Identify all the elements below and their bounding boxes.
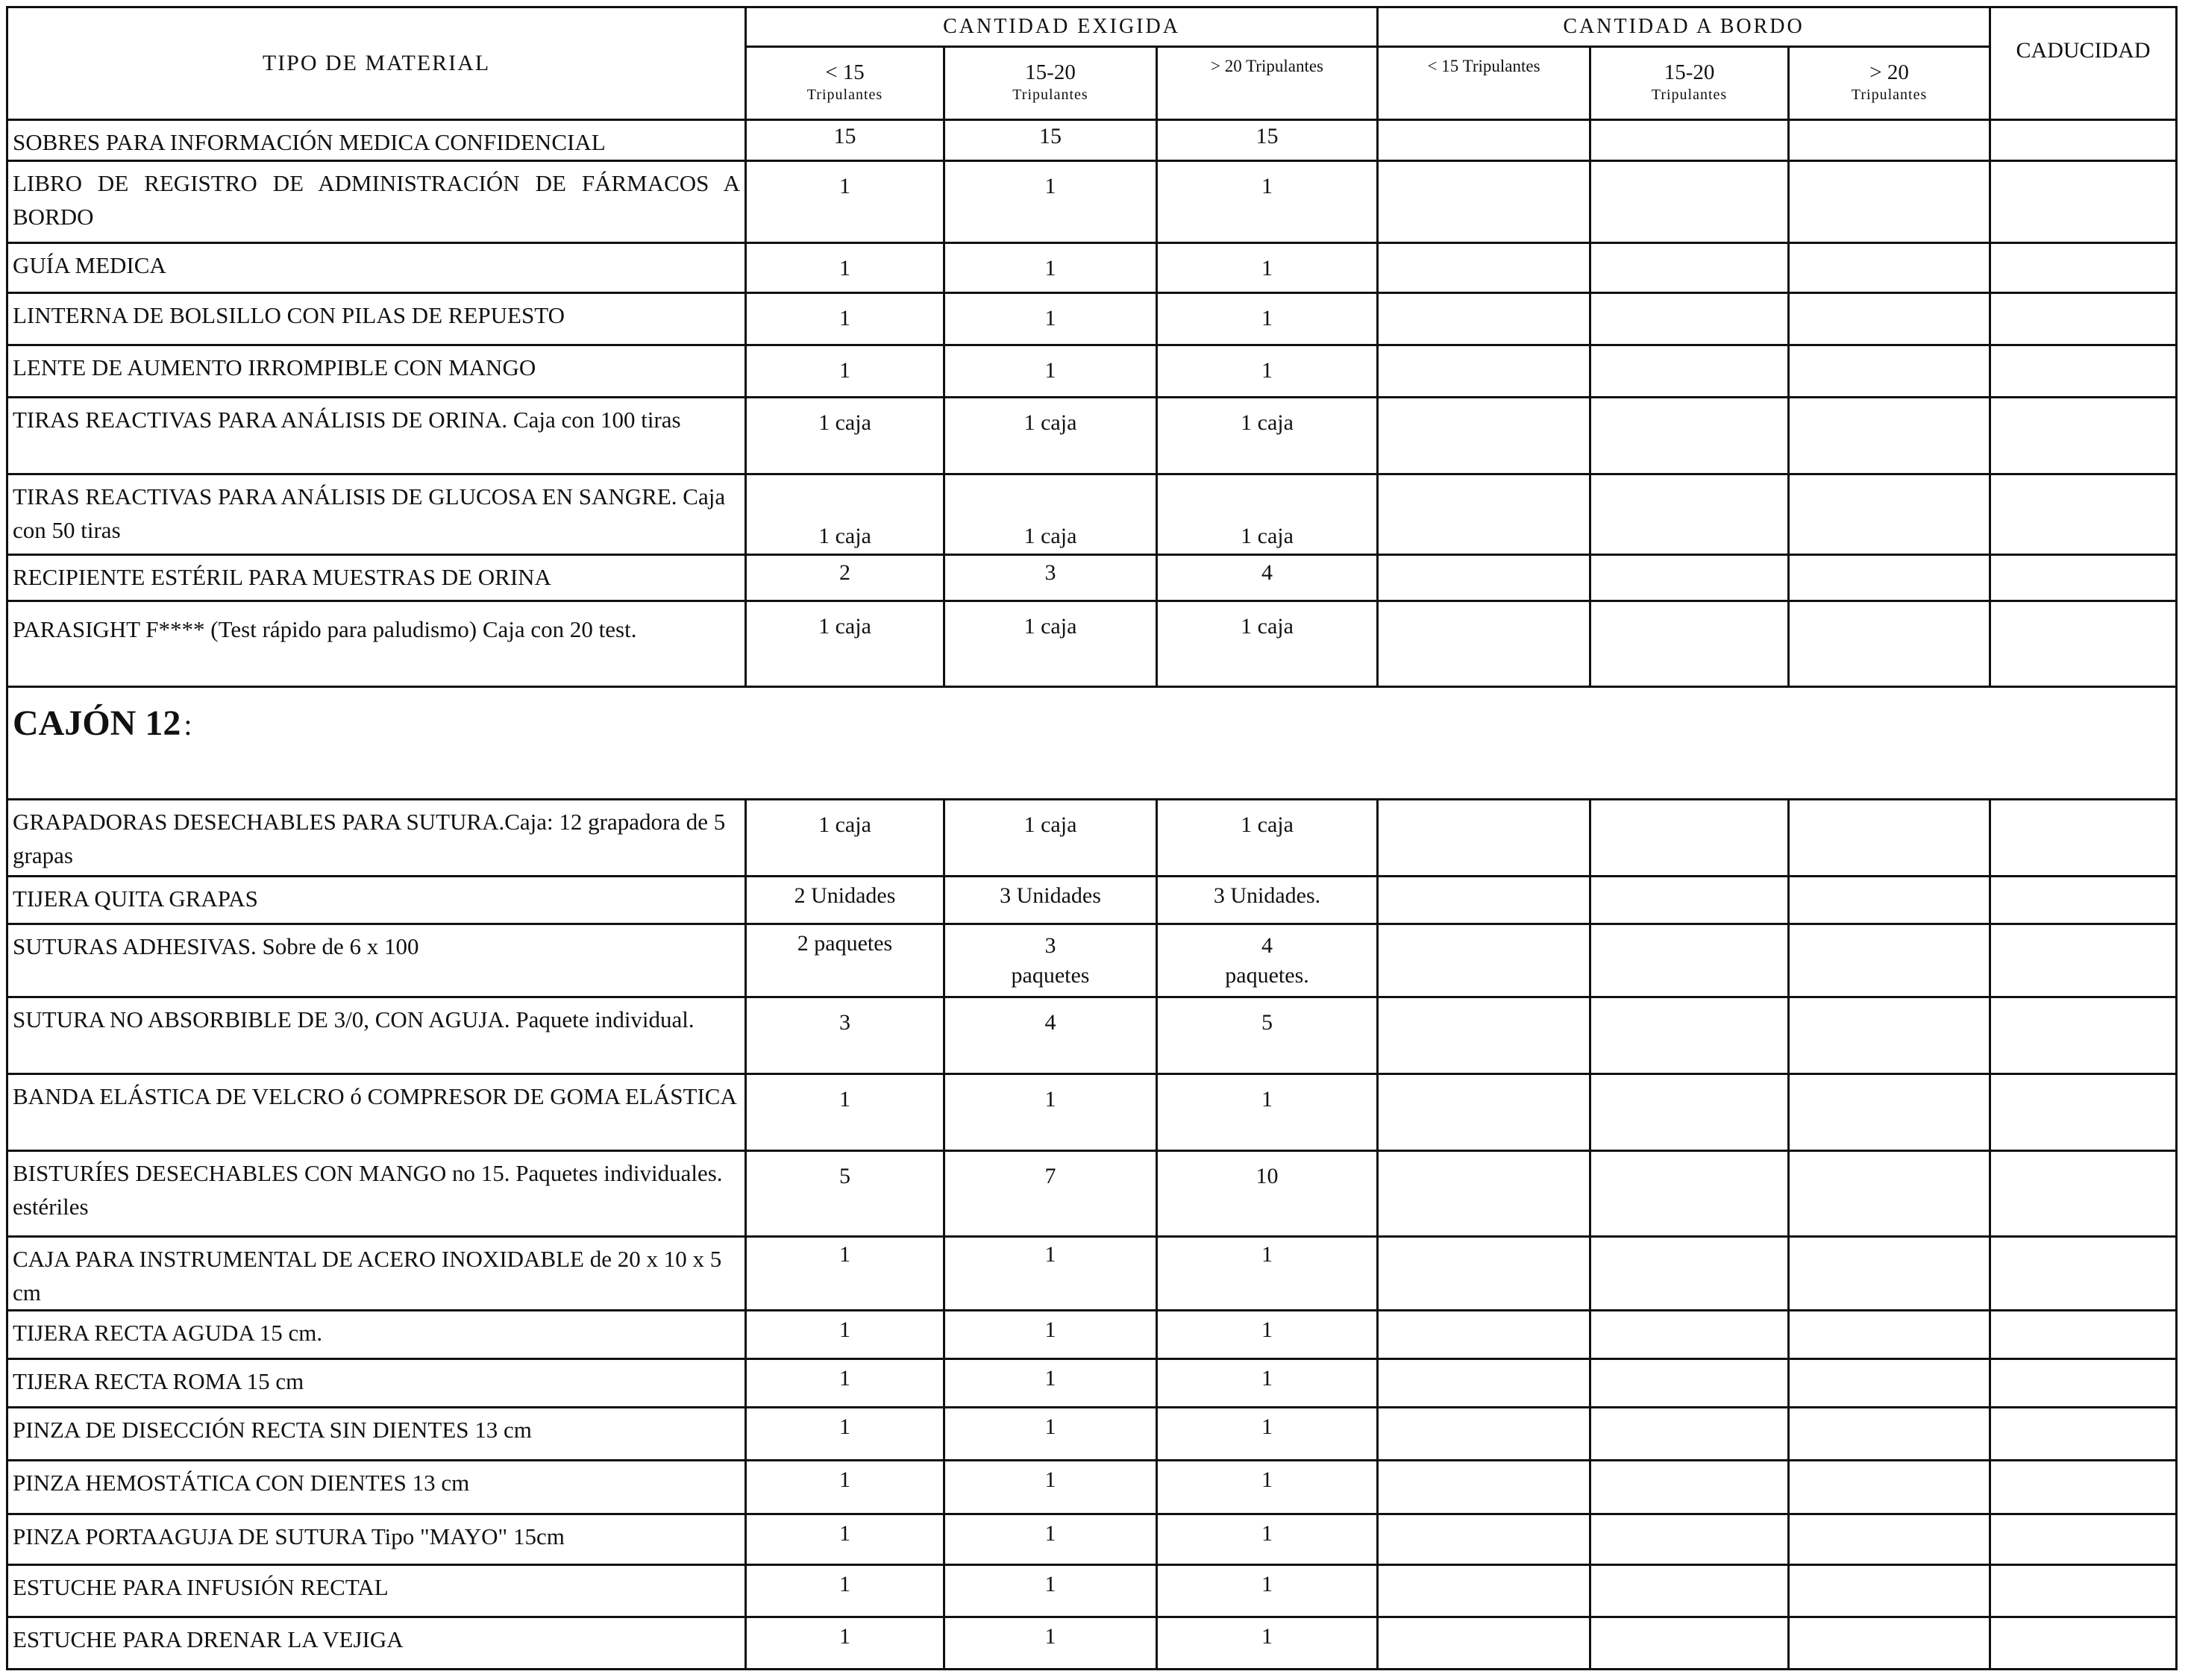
material-name: ESTUCHE PARA INFUSIÓN RECTAL <box>7 1565 746 1617</box>
required-15-20: 1 <box>944 1359 1157 1408</box>
required-lt15: 2 paquetes <box>746 924 944 997</box>
onboard-gt20-cell[interactable] <box>1789 1151 1990 1237</box>
onboard-gt20-cell[interactable] <box>1789 800 1990 877</box>
onboard-gt20-cell[interactable] <box>1789 474 1990 555</box>
required-15-20 <box>944 924 1157 997</box>
expiry-cell[interactable] <box>1990 1461 2177 1514</box>
onboard-gt20-cell[interactable] <box>1789 1237 1990 1311</box>
required-gt20: 1 <box>1157 1617 1378 1670</box>
required-15-20: 1 caja <box>944 474 1157 555</box>
required-15-20: 1 <box>944 1074 1157 1151</box>
onboard-gt20-cell[interactable] <box>1789 877 1990 924</box>
onboard-lt15-cell[interactable] <box>1378 1237 1590 1311</box>
material-name: RECIPIENTE ESTÉRIL PARA MUESTRAS DE ORINA <box>7 555 746 601</box>
required-gt20: 1 <box>1157 1359 1378 1408</box>
onboard-lt15-cell[interactable] <box>1378 1565 1590 1617</box>
material-name: SOBRES PARA INFORMACIÓN MEDICA CONFIDENCIAL <box>7 120 746 161</box>
material-name: BANDA ELÁSTICA DE VELCRO ó COMPRESOR DE GOMA ELÁSTICA <box>7 1074 746 1151</box>
onboard-gt20-cell[interactable] <box>1789 293 1990 345</box>
required-gt20: 1 <box>1157 1514 1378 1565</box>
expiry-cell[interactable] <box>1990 800 2177 877</box>
onboard-15-20-cell[interactable] <box>1590 1408 1789 1461</box>
material-table <box>6 6 2178 1670</box>
material-name: TIJERA QUITA GRAPAS <box>7 877 746 924</box>
table-row <box>7 877 2177 924</box>
header-required-gt20: > 20 Tripulantes <box>1157 47 1378 120</box>
onboard-lt15-cell[interactable] <box>1378 1514 1590 1565</box>
onboard-lt15-cell[interactable] <box>1378 345 1590 398</box>
table-row <box>7 243 2177 293</box>
required-gt20: 1 <box>1157 345 1378 398</box>
required-15-20: 1 <box>944 243 1157 293</box>
onboard-lt15-cell[interactable] <box>1378 1617 1590 1670</box>
required-15-20: 7 <box>944 1151 1157 1237</box>
required-gt20: 1 <box>1157 161 1378 243</box>
required-lt15: 1 <box>746 161 944 243</box>
expiry-cell[interactable] <box>1990 877 2177 924</box>
onboard-15-20-cell[interactable] <box>1590 1237 1789 1311</box>
required-gt20: 1 caja <box>1157 800 1378 877</box>
required-lt15: 1 caja <box>746 474 944 555</box>
table-row <box>7 1359 2177 1408</box>
header-required-quantity: CANTIDAD EXIGIDA <box>746 7 1378 47</box>
expiry-cell[interactable] <box>1990 1565 2177 1617</box>
onboard-15-20-cell[interactable] <box>1590 120 1789 161</box>
required-gt20: 1 <box>1157 1311 1378 1359</box>
onboard-lt15-cell[interactable] <box>1378 924 1590 997</box>
onboard-lt15-cell[interactable] <box>1378 877 1590 924</box>
material-name: SUTURA NO ABSORBIBLE DE 3/0, CON AGUJA. Paquete individual. <box>7 997 746 1074</box>
material-name: CAJA PARA INSTRUMENTAL DE ACERO INOXIDABLE de 20 x 10 x 5 cm <box>7 1237 746 1311</box>
table-row <box>7 1237 2177 1311</box>
onboard-gt20-cell[interactable] <box>1789 1514 1990 1565</box>
expiry-cell[interactable] <box>1990 1359 2177 1408</box>
material-name: SUTURAS ADHESIVAS. Sobre de 6 x 100 <box>7 924 746 997</box>
table-row <box>7 1565 2177 1617</box>
required-gt20: 1 caja <box>1157 474 1378 555</box>
required-15-20: 15 <box>944 120 1157 161</box>
expiry-cell[interactable] <box>1990 120 2177 161</box>
required-gt20: 1 <box>1157 293 1378 345</box>
onboard-lt15-cell[interactable] <box>1378 293 1590 345</box>
required-gt20-unit: paquetes. <box>1225 963 1309 988</box>
required-lt15: 1 <box>746 1514 944 1565</box>
table-row <box>7 601 2177 687</box>
expiry-cell[interactable] <box>1990 601 2177 687</box>
table-row <box>7 1514 2177 1565</box>
required-15-20: 3 Unidades <box>944 877 1157 924</box>
onboard-lt15-cell[interactable] <box>1378 161 1590 243</box>
material-name: LIBRO DE REGISTRO DE ADMINISTRACIÓN DE FÁRMACOS A BORDO <box>7 161 746 243</box>
expiry-cell[interactable] <box>1990 474 2177 555</box>
onboard-gt20-cell[interactable] <box>1789 120 1990 161</box>
required-15-20: 4 <box>944 997 1157 1074</box>
material-name: PINZA PORTAAGUJA DE SUTURA Tipo "MAYO" 15cm <box>7 1514 746 1565</box>
onboard-lt15-cell[interactable] <box>1378 601 1590 687</box>
material-name: LINTERNA DE BOLSILLO CON PILAS DE REPUESTO <box>7 293 746 345</box>
onboard-lt15-cell[interactable] <box>1378 1311 1590 1359</box>
onboard-15-20-cell[interactable] <box>1590 1565 1789 1617</box>
required-gt20: 10 <box>1157 1151 1378 1237</box>
header-expiry: CADUCIDAD <box>1990 7 2177 120</box>
table-row <box>7 1151 2177 1237</box>
required-gt20: 5 <box>1157 997 1378 1074</box>
onboard-lt15-cell[interactable] <box>1378 800 1590 877</box>
expiry-cell[interactable] <box>1990 924 2177 997</box>
required-gt20: 1 <box>1157 243 1378 293</box>
expiry-cell[interactable] <box>1990 243 2177 293</box>
onboard-gt20-cell[interactable] <box>1789 1311 1990 1359</box>
onboard-gt20-cell[interactable] <box>1789 398 1990 474</box>
onboard-15-20-cell[interactable] <box>1590 924 1789 997</box>
onboard-gt20-cell[interactable] <box>1789 1359 1990 1408</box>
onboard-15-20-cell[interactable] <box>1590 1074 1789 1151</box>
required-lt15: 1 caja <box>746 601 944 687</box>
onboard-lt15-cell[interactable] <box>1378 1408 1590 1461</box>
header-material: TIPO DE MATERIAL <box>7 7 746 120</box>
onboard-15-20-cell[interactable] <box>1590 345 1789 398</box>
required-15-20: 1 <box>944 1461 1157 1514</box>
onboard-15-20-cell[interactable] <box>1590 243 1789 293</box>
onboard-15-20-cell[interactable] <box>1590 1359 1789 1408</box>
table-row <box>7 1408 2177 1461</box>
table-row <box>7 1617 2177 1670</box>
required-gt20: 1 <box>1157 1565 1378 1617</box>
required-gt20-value: 4 <box>1261 933 1273 958</box>
onboard-gt20-cell[interactable] <box>1789 1408 1990 1461</box>
expiry-cell[interactable] <box>1990 1074 2177 1151</box>
required-gt20: 3 Unidades. <box>1157 877 1378 924</box>
required-lt15: 1 <box>746 1617 944 1670</box>
table-row <box>7 555 2177 601</box>
onboard-lt15-cell[interactable] <box>1378 120 1590 161</box>
header-onboard-quantity: CANTIDAD A BORDO <box>1378 7 1990 47</box>
required-gt20: 1 <box>1157 1074 1378 1151</box>
required-lt15: 1 <box>746 1237 944 1311</box>
required-lt15: 2 Unidades <box>746 877 944 924</box>
header-required-15-20: 15-20 Tripulantes <box>944 47 1157 120</box>
onboard-lt15-cell[interactable] <box>1378 1151 1590 1237</box>
required-lt15: 1 caja <box>746 800 944 877</box>
onboard-gt20-cell[interactable] <box>1789 161 1990 243</box>
header-onboard-lt15: < 15 Tripulantes <box>1378 47 1590 120</box>
table-row <box>7 293 2177 345</box>
onboard-gt20-cell[interactable] <box>1789 1617 1990 1670</box>
onboard-lt15-cell[interactable] <box>1378 1359 1590 1408</box>
required-15-20: 1 caja <box>944 800 1157 877</box>
onboard-lt15-cell[interactable] <box>1378 1074 1590 1151</box>
required-lt15: 1 <box>746 243 944 293</box>
required-15-20: 1 <box>944 1514 1157 1565</box>
table-row <box>7 474 2177 555</box>
required-gt20: 1 <box>1157 1461 1378 1514</box>
material-name: GUÍA MEDICA <box>7 243 746 293</box>
material-name: PINZA DE DISECCIÓN RECTA SIN DIENTES 13 cm <box>7 1408 746 1461</box>
required-15-20: 1 caja <box>944 601 1157 687</box>
required-15-20: 1 <box>944 1311 1157 1359</box>
section-heading <box>7 687 2177 800</box>
material-name: TIJERA RECTA ROMA 15 cm <box>7 1359 746 1408</box>
required-lt15: 1 <box>746 1359 944 1408</box>
onboard-15-20-cell[interactable] <box>1590 474 1789 555</box>
onboard-gt20-cell[interactable] <box>1789 1461 1990 1514</box>
onboard-lt15-cell[interactable] <box>1378 555 1590 601</box>
table-row <box>7 1461 2177 1514</box>
onboard-15-20-cell[interactable] <box>1590 877 1789 924</box>
onboard-gt20-cell[interactable] <box>1789 924 1990 997</box>
required-lt15: 1 <box>746 1074 944 1151</box>
onboard-15-20-cell[interactable] <box>1590 800 1789 877</box>
expiry-cell[interactable] <box>1990 555 2177 601</box>
material-name: PARASIGHT F**** (Test rápido para paludismo) Caja con 20 test. <box>7 601 746 687</box>
onboard-15-20-cell[interactable] <box>1590 997 1789 1074</box>
inventory-sheet <box>6 6 2175 1676</box>
section-row <box>7 687 2177 800</box>
onboard-15-20-cell[interactable] <box>1590 601 1789 687</box>
onboard-15-20-cell[interactable] <box>1590 293 1789 345</box>
material-name: TIRAS REACTIVAS PARA ANÁLISIS DE GLUCOSA EN SANGRE. Caja con 50 tiras <box>7 474 746 555</box>
required-lt15: 2 <box>746 555 944 601</box>
required-15-20: 3 <box>944 555 1157 601</box>
header-required-lt15: < 15 Tripulantes <box>746 47 944 120</box>
expiry-cell[interactable] <box>1990 1151 2177 1237</box>
required-15-20: 1 <box>944 345 1157 398</box>
table-row <box>7 800 2177 877</box>
onboard-15-20-cell[interactable] <box>1590 555 1789 601</box>
required-lt15: 1 <box>746 1565 944 1617</box>
material-name: BISTURÍES DESECHABLES CON MANGO no 15. Paquetes individuales. estériles <box>7 1151 746 1237</box>
required-15-20: 1 caja <box>944 398 1157 474</box>
required-lt15: 1 <box>746 1461 944 1514</box>
required-15-20: 1 <box>944 1617 1157 1670</box>
table-row <box>7 1074 2177 1151</box>
table-row <box>7 345 2177 398</box>
required-lt15: 1 <box>746 1311 944 1359</box>
table-row <box>7 161 2177 243</box>
required-lt15: 1 <box>746 345 944 398</box>
required-lt15: 1 <box>746 293 944 345</box>
required-gt20 <box>1157 924 1378 997</box>
required-15-20: 1 <box>944 1237 1157 1311</box>
onboard-lt15-cell[interactable] <box>1378 474 1590 555</box>
expiry-cell[interactable] <box>1990 398 2177 474</box>
section-title: CAJÓN 12 <box>13 703 181 743</box>
expiry-cell[interactable] <box>1990 161 2177 243</box>
onboard-15-20-cell[interactable] <box>1590 161 1789 243</box>
required-lt15: 15 <box>746 120 944 161</box>
onboard-lt15-cell[interactable] <box>1378 1461 1590 1514</box>
onboard-15-20-cell[interactable] <box>1590 1151 1789 1237</box>
expiry-cell[interactable] <box>1990 293 2177 345</box>
required-15-20: 1 <box>944 1408 1157 1461</box>
expiry-cell[interactable] <box>1990 997 2177 1074</box>
material-name: GRAPADORAS DESECHABLES PARA SUTURA.Caja: 12 grapadora de 5 grapas <box>7 800 746 877</box>
material-name: LENTE DE AUMENTO IRROMPIBLE CON MANGO <box>7 345 746 398</box>
required-15-20: 1 <box>944 1565 1157 1617</box>
section-colon: : <box>184 708 192 742</box>
expiry-cell[interactable] <box>1990 1617 2177 1670</box>
onboard-gt20-cell[interactable] <box>1789 1565 1990 1617</box>
onboard-gt20-cell[interactable] <box>1789 1074 1990 1151</box>
expiry-cell[interactable] <box>1990 345 2177 398</box>
required-lt15: 1 caja <box>746 398 944 474</box>
required-gt20: 1 <box>1157 1408 1378 1461</box>
onboard-15-20-cell[interactable] <box>1590 1311 1789 1359</box>
material-name: TIJERA RECTA AGUDA 15 cm. <box>7 1311 746 1359</box>
expiry-cell[interactable] <box>1990 1408 2177 1461</box>
header-onboard-15-20: 15-20 Tripulantes <box>1590 47 1789 120</box>
onboard-gt20-cell[interactable] <box>1789 601 1990 687</box>
table-row <box>7 398 2177 474</box>
onboard-gt20-cell[interactable] <box>1789 345 1990 398</box>
table-row <box>7 924 2177 997</box>
expiry-cell[interactable] <box>1990 1237 2177 1311</box>
onboard-gt20-cell[interactable] <box>1789 997 1990 1074</box>
onboard-gt20-cell[interactable] <box>1789 243 1990 293</box>
table-row <box>7 1311 2177 1359</box>
required-15-20-value: 3 <box>1044 933 1056 958</box>
onboard-gt20-cell[interactable] <box>1789 555 1990 601</box>
table-row <box>7 997 2177 1074</box>
required-gt20: 1 caja <box>1157 398 1378 474</box>
onboard-15-20-cell[interactable] <box>1590 398 1789 474</box>
required-gt20: 1 caja <box>1157 601 1378 687</box>
material-name: ESTUCHE PARA DRENAR LA VEJIGA <box>7 1617 746 1670</box>
required-gt20: 15 <box>1157 120 1378 161</box>
material-name: PINZA HEMOSTÁTICA CON DIENTES 13 cm <box>7 1461 746 1514</box>
table-row <box>7 120 2177 161</box>
required-lt15: 5 <box>746 1151 944 1237</box>
onboard-15-20-cell[interactable] <box>1590 1617 1789 1670</box>
required-15-20: 1 <box>944 161 1157 243</box>
required-15-20: 1 <box>944 293 1157 345</box>
onboard-15-20-cell[interactable] <box>1590 1461 1789 1514</box>
required-15-20-unit: paquetes <box>1011 963 1090 988</box>
material-name: TIRAS REACTIVAS PARA ANÁLISIS DE ORINA. Caja con 100 tiras <box>7 398 746 474</box>
expiry-cell[interactable] <box>1990 1514 2177 1565</box>
header-onboard-gt20: > 20 Tripulantes <box>1789 47 1990 120</box>
onboard-lt15-cell[interactable] <box>1378 398 1590 474</box>
header-row-1 <box>7 7 2177 47</box>
required-lt15: 3 <box>746 997 944 1074</box>
required-lt15: 1 <box>746 1408 944 1461</box>
required-gt20: 1 <box>1157 1237 1378 1311</box>
expiry-cell[interactable] <box>1990 1311 2177 1359</box>
onboard-15-20-cell[interactable] <box>1590 1514 1789 1565</box>
onboard-lt15-cell[interactable] <box>1378 997 1590 1074</box>
required-gt20: 4 <box>1157 555 1378 601</box>
onboard-lt15-cell[interactable] <box>1378 243 1590 293</box>
